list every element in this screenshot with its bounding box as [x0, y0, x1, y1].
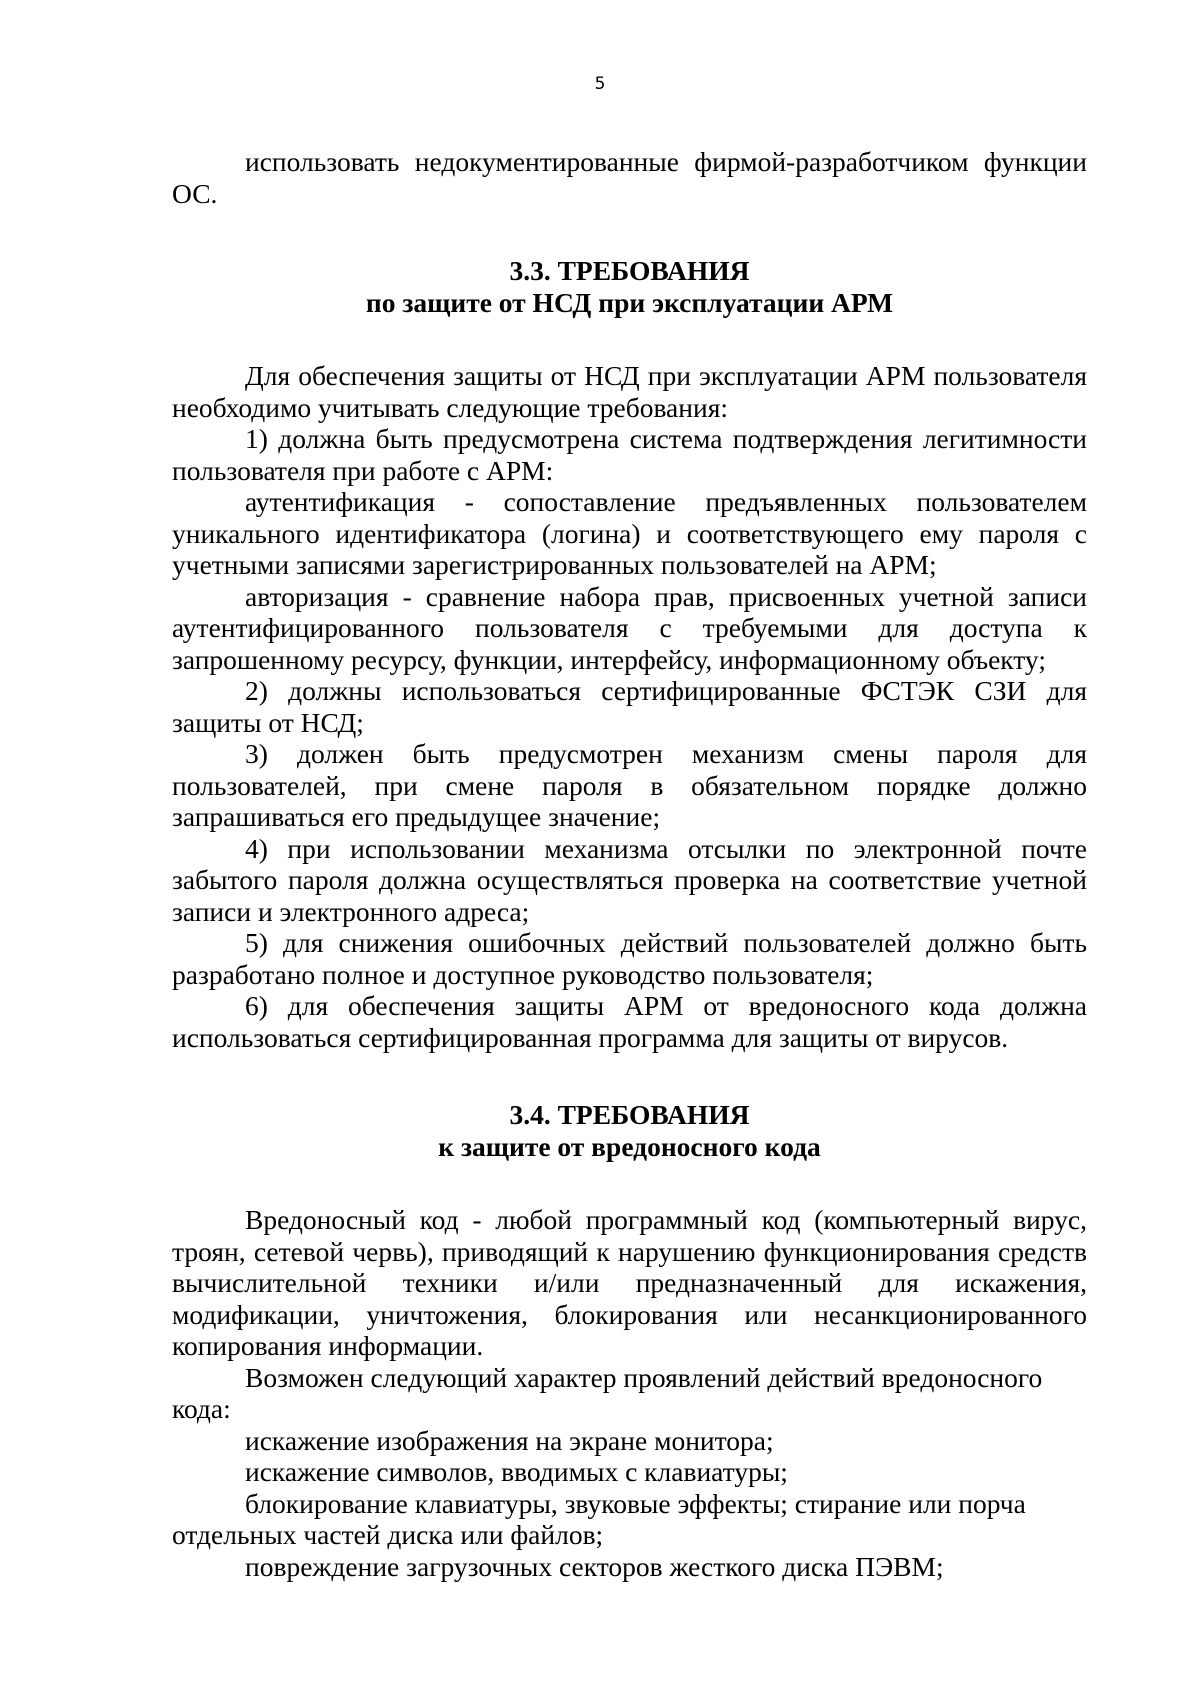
- list-item: блокирование клавиатуры, звуковые эффекты; стирание или порча отдельных частей диска или файлов;: [172, 1487, 1026, 1550]
- section-title: 3.4. ТРЕБОВАНИЯ: [509, 1099, 750, 1130]
- list-item: 4) при использовании механизма отсылки по электронной почте забытого пароля должна осуществляться проверка на соответствие учетной записи и электронного адреса;: [172, 832, 1087, 927]
- paragraph: Возможен следующий характер проявлений действий вредоносного кода:: [172, 1361, 1043, 1424]
- list-item: 5) для снижения ошибочных действий пользователей должно быть разработано полное и доступное руководство пользователя;: [172, 927, 1087, 990]
- list-item: авторизация - сравнение набора прав, присвоенных учетной записи аутентифицированного пользователя с требуемыми для доступа к запрошенному ресурсу, функции, интерфейсу, информационному объекту;: [172, 580, 1087, 675]
- paragraph: использовать недокументированные фирмой-разработчиком функции ОС.: [172, 146, 1087, 209]
- list-item: 1) должна быть предусмотрена система подтверждения легитимности пользователя при работе с АРМ:: [172, 423, 1087, 486]
- paragraph: Для обеспечения защиты от НСД при эксплуатации АРМ пользователя необходимо учитывать следующие требования:: [172, 360, 1087, 423]
- list-item: искажение символов, вводимых с клавиатуры;: [245, 1456, 788, 1487]
- paragraph: Вредоносный код - любой программный код (компьютерный вирус, троян, сетевой червь), приводящий к нарушению функционирования средств вычислительной техники и/или предназначенный для искажения, модификации, уничтожения, блокирования или несанкционированного копирования информации.: [172, 1204, 1087, 1361]
- page-number: 5: [594, 74, 606, 94]
- list-item: 2) должны использоваться сертифицированные ФСТЭК СЗИ для защиты от НСД;: [172, 675, 1087, 738]
- list-item: 6) для обеспечения защиты АРМ от вредоносного кода должна использоваться сертифицированная программа для защиты от вирусов.: [172, 990, 1087, 1053]
- list-item: аутентификация - сопоставление предъявленных пользователем уникального идентификатора (логина) и соответствующего ему пароля с учетными записями зарегистрированных пользователей на АРМ;: [172, 486, 1087, 580]
- list-item: повреждение загрузочных секторов жесткого диска ПЭВМ;: [245, 1550, 944, 1582]
- document-body: [172, 146, 1087, 1582]
- section-title: 3.3. ТРЕБОВАНИЯ: [509, 255, 750, 286]
- list-item: 3) должен быть предусмотрен механизм смены пароля для пользователей, при смене пароля в обязательном порядке должно запрашиваться его предыдущее значение;: [172, 738, 1087, 832]
- section-subtitle: по защите от НСД при эксплуатации АРМ: [365, 287, 894, 318]
- section-subtitle: к защите от вредоносного кода: [438, 1131, 821, 1162]
- list-item: искажение изображения на экране монитора;: [245, 1424, 774, 1456]
